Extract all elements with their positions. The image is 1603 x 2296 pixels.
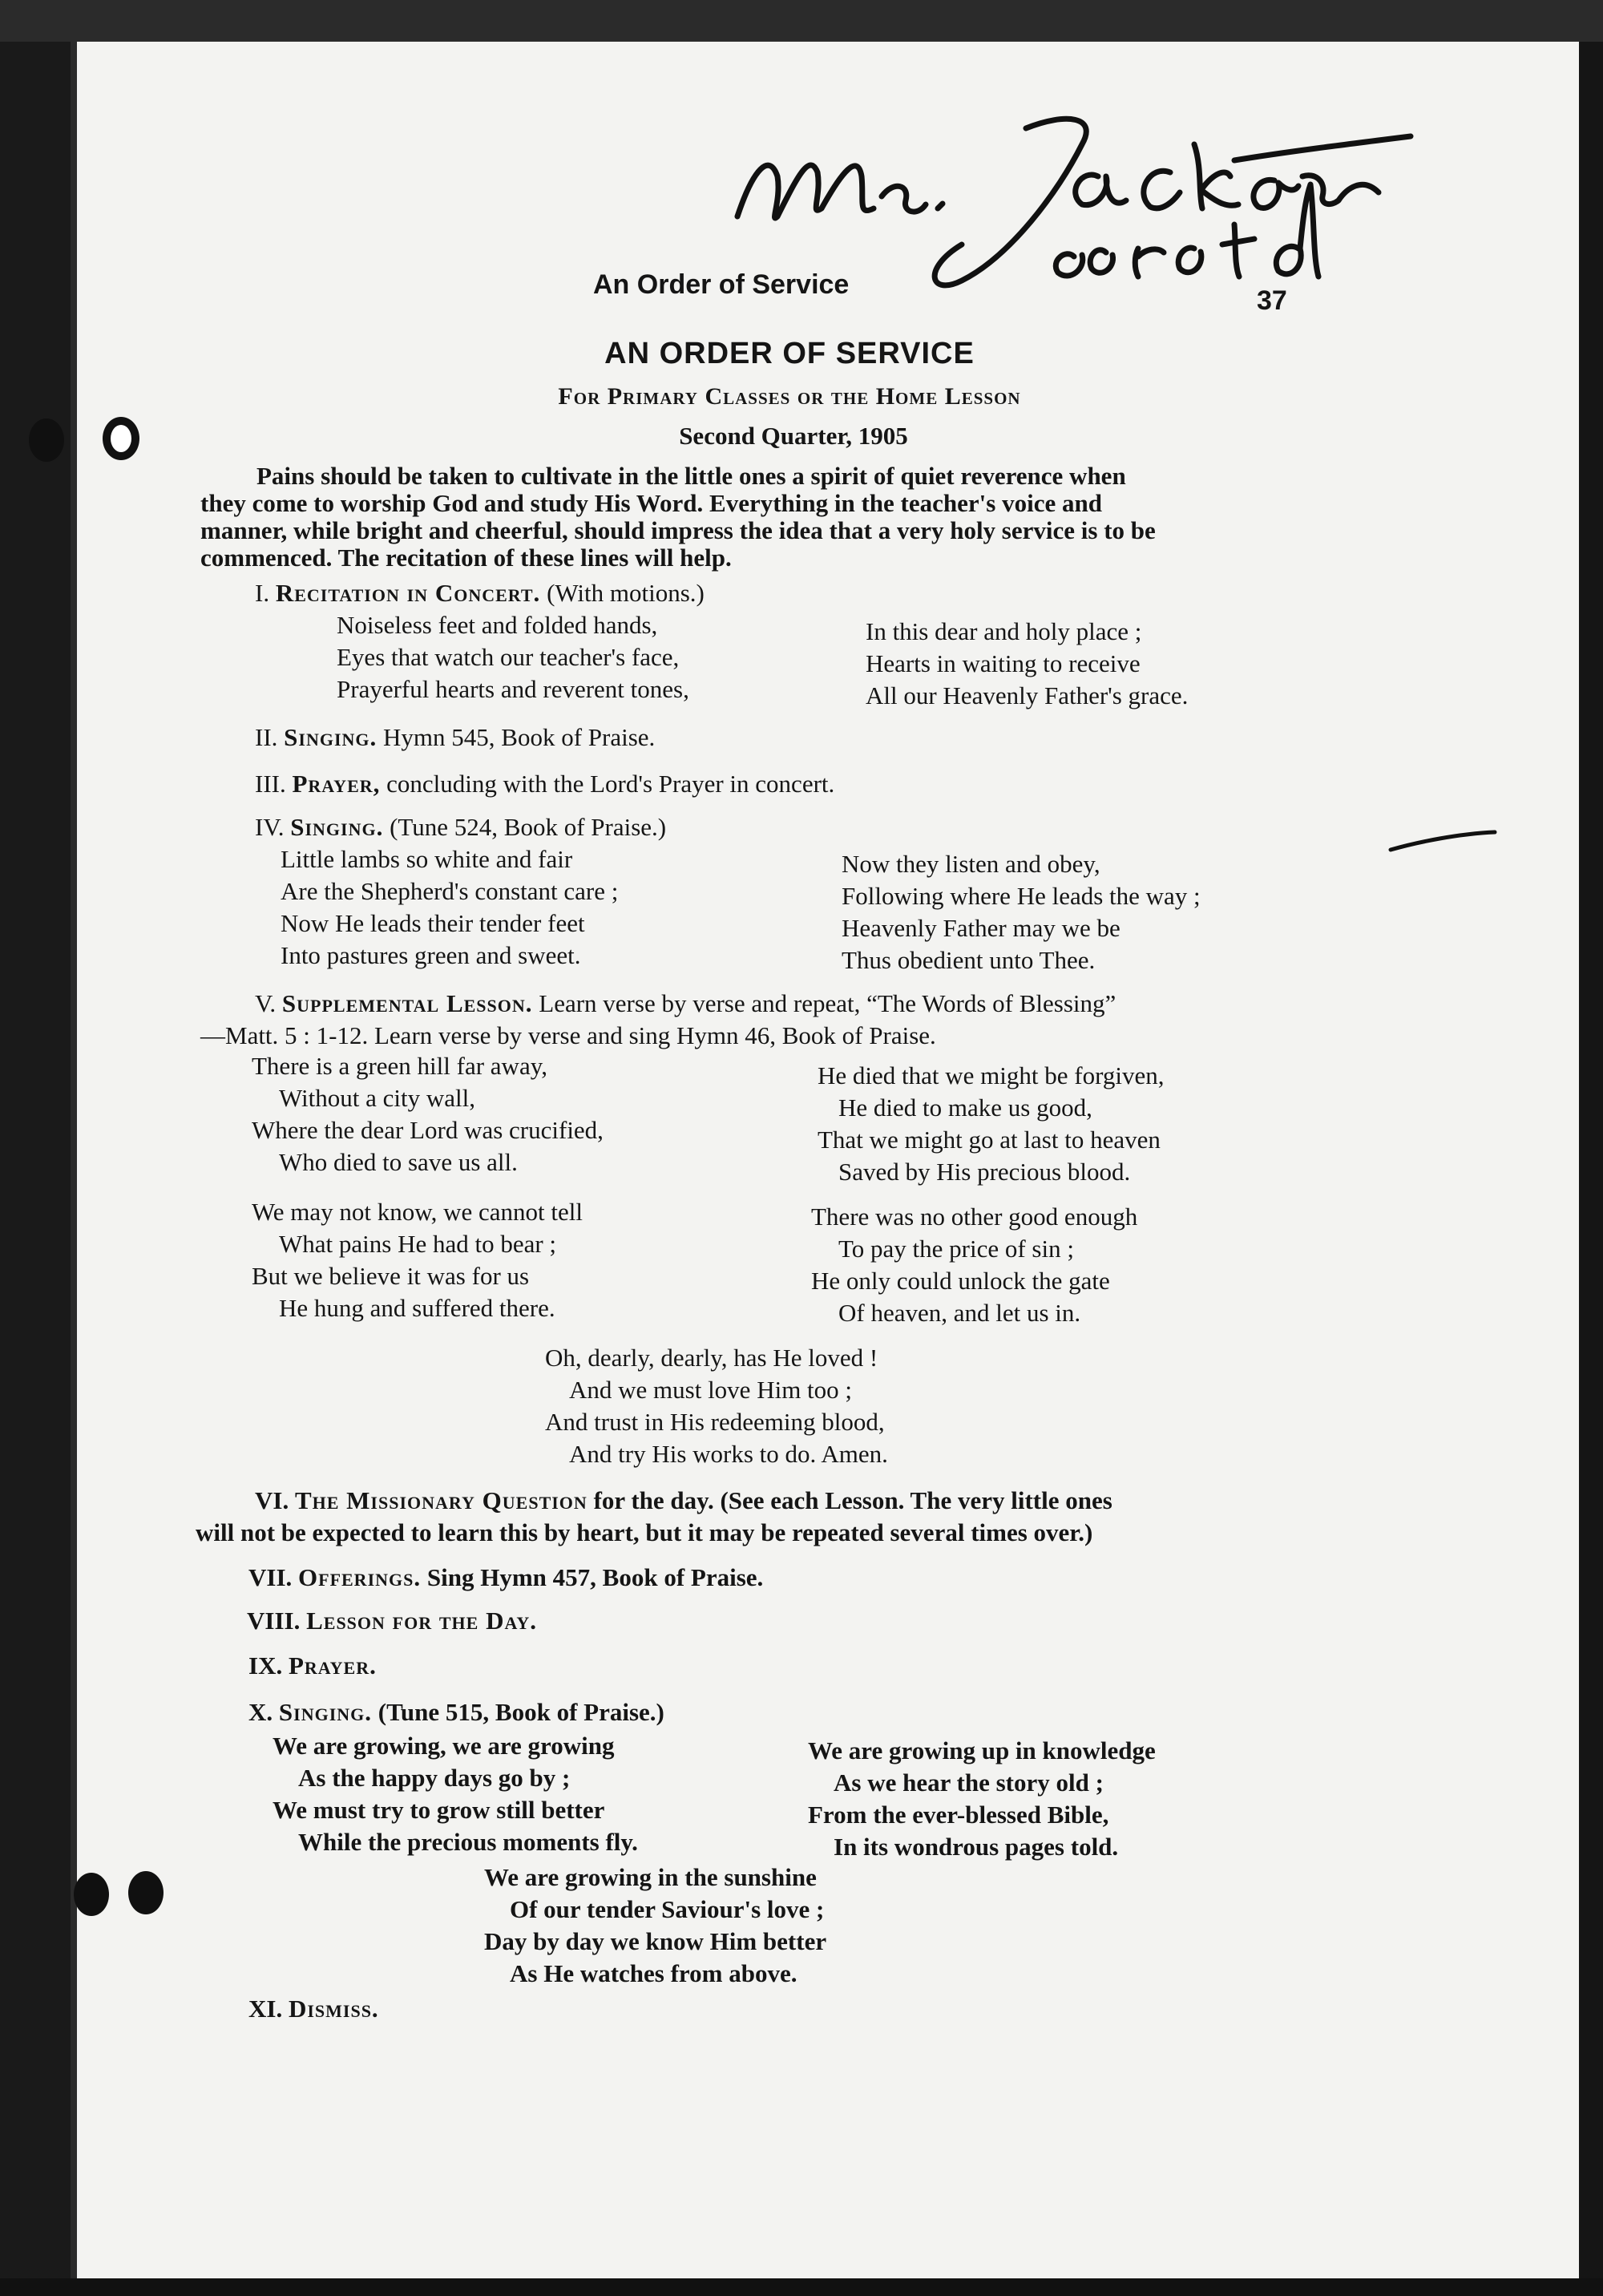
chorus-line: And we must love Him too ;	[569, 1376, 853, 1404]
verse-line: He died that we might be forgiven,	[818, 1061, 1165, 1089]
verse-line: Heavenly Father may we be	[842, 914, 1120, 942]
binder-hole-icon	[128, 1871, 164, 1914]
section-1-heading	[255, 579, 705, 608]
verse-line: Into pastures green and sweet.	[281, 941, 581, 969]
section-label: Prayer.	[288, 1651, 377, 1680]
page-spine-edge	[71, 42, 77, 2278]
verse-line: But we believe it was for us	[252, 1262, 530, 1290]
section-label: Lesson for the Day.	[306, 1607, 537, 1635]
chorus-line: And trust in His redeeming blood,	[545, 1408, 885, 1436]
verse-line: In its wondrous pages told.	[834, 1833, 1119, 1861]
scan-top-border	[0, 0, 1603, 42]
section-9-heading	[248, 1651, 377, 1680]
intro-line: they come to worship God and study His Word. Everything in the teacher's voice and	[200, 489, 1102, 517]
section-number: XI.	[248, 1995, 283, 2023]
section-number: X.	[248, 1698, 273, 1726]
section-5-line2: —Matt. 5 : 1-12. Learn verse by verse and sing Hymn 46, Book of Praise.	[200, 1021, 936, 1049]
verse-line: We must try to grow still better	[273, 1796, 605, 1824]
section-number: III.	[255, 770, 286, 798]
verse-line: Prayerful hearts and reverent tones,	[337, 675, 689, 703]
section-label: Dismiss.	[288, 1995, 379, 2023]
verse-line: What pains He had to bear ;	[279, 1230, 557, 1258]
section-8-heading	[247, 1607, 537, 1635]
section-text: concluding with the Lord's Prayer in concert.	[386, 770, 835, 798]
section-6-line2: will not be expected to learn this by heart, but it may be repeated several times over.)	[196, 1518, 1093, 1546]
section-text: Hymn 545, Book of Praise.	[383, 723, 656, 751]
verse-line: We may not know, we cannot tell	[252, 1198, 583, 1226]
section-3-heading	[255, 770, 834, 798]
binder-hole-icon	[74, 1873, 109, 1916]
intro-line: manner, while bright and cheerful, should impress the idea that a very holy service is to be	[200, 516, 1156, 544]
verse-line: We are growing up in knowledge	[808, 1736, 1156, 1764]
section-label: Supplemental Lesson.	[281, 989, 533, 1017]
verse-line: We are growing, we are growing	[273, 1732, 615, 1760]
verse-line: Now He leads their tender feet	[281, 909, 585, 937]
intro-line: Pains should be taken to cultivate in the little ones a spirit of quiet reverence when	[256, 462, 1126, 490]
verse-line: Of our tender Saviour's love ;	[510, 1895, 825, 1923]
verse-line: Thus obedient unto Thee.	[842, 946, 1096, 974]
section-6-heading	[255, 1486, 1112, 1515]
verse-line: As the happy days go by ;	[298, 1764, 571, 1792]
verse-line: As He watches from above.	[510, 1959, 797, 1987]
intro-line: commenced. The recitation of these lines will help.	[200, 544, 732, 572]
section-label: The Missionary Question	[294, 1486, 587, 1514]
section-number: V.	[255, 989, 277, 1017]
section-text: Sing Hymn 457, Book of Praise.	[426, 1563, 764, 1591]
section-label: Singing.	[284, 723, 378, 751]
verse-line: That we might go at last to heaven	[818, 1126, 1161, 1154]
verse-line: Without a city wall,	[279, 1084, 475, 1112]
section-label: Recitation in Concert.	[275, 579, 541, 607]
section-label: Singing.	[278, 1698, 373, 1726]
section-number: VII.	[248, 1563, 293, 1591]
verse-line: He hung and suffered there.	[279, 1294, 555, 1322]
page-subtitle: For Primary Classes or the Home Lesson	[558, 383, 1021, 410]
verse-line: While the precious moments fly.	[298, 1828, 638, 1856]
section-7-heading	[248, 1563, 763, 1592]
verse-line: Where the dear Lord was crucified,	[252, 1116, 604, 1144]
verse-line: Saved by His precious blood.	[838, 1158, 1131, 1186]
section-5-heading	[255, 989, 1116, 1018]
scan-bottom-border	[0, 2278, 1603, 2296]
verse-line: He only could unlock the gate	[811, 1267, 1110, 1295]
verse-line: There is a green hill far away,	[252, 1052, 547, 1080]
section-text: (Tune 515, Book of Praise.)	[378, 1698, 664, 1726]
verse-line: Day by day we know Him better	[484, 1927, 827, 1955]
verse-line: Now they listen and obey,	[842, 850, 1100, 878]
verse-line: Who died to save us all.	[279, 1148, 518, 1176]
verse-line: Noiseless feet and folded hands,	[337, 611, 658, 639]
section-11-heading	[248, 1995, 379, 2023]
section-text: Learn verse by verse and repeat, “The Words of Blessing”	[539, 989, 1116, 1017]
verse-line: Following where He leads the way ;	[842, 882, 1201, 910]
section-number: VI.	[255, 1486, 289, 1514]
pen-mark	[1387, 826, 1499, 858]
verse-line: To pay the price of sin ;	[838, 1235, 1074, 1263]
page-number: 37	[1257, 285, 1287, 316]
verse-line: Hearts in waiting to receive	[866, 649, 1141, 677]
verse-line: We are growing in the sunshine	[484, 1863, 817, 1891]
scan-right-border	[1579, 42, 1603, 2296]
chorus-line: And try His works to do. Amen.	[569, 1440, 888, 1468]
section-label: Singing.	[290, 813, 384, 841]
section-10-heading	[248, 1698, 664, 1727]
page-title: AN ORDER OF SERVICE	[604, 337, 975, 370]
section-text: for the day. (See each Lesson. The very little ones	[593, 1486, 1112, 1514]
verse-line: There was no other good enough	[811, 1203, 1138, 1231]
quarter-line: Second Quarter, 1905	[679, 422, 908, 450]
section-number: I.	[255, 579, 270, 607]
section-text: (With motions.)	[547, 579, 705, 607]
section-number: IV.	[255, 813, 285, 841]
section-number: IX.	[248, 1651, 283, 1680]
chorus-line: Oh, dearly, dearly, has He loved !	[545, 1344, 878, 1372]
verse-line: Little lambs so white and fair	[281, 845, 573, 873]
section-text: (Tune 524, Book of Praise.)	[390, 813, 667, 841]
verse-line: All our Heavenly Father's grace.	[866, 681, 1189, 709]
verse-line: In this dear and holy place ;	[866, 617, 1142, 645]
verse-line: From the ever-blessed Bible,	[808, 1801, 1109, 1829]
running-title: An Order of Service	[593, 269, 850, 300]
verse-line: He died to make us good,	[838, 1093, 1092, 1122]
verse-line: As we hear the story old ;	[834, 1768, 1104, 1797]
section-2-heading	[255, 723, 655, 752]
verse-line: Of heaven, and let us in.	[838, 1299, 1081, 1327]
section-number: VIII.	[247, 1607, 301, 1635]
section-label: Prayer,	[292, 770, 381, 798]
section-label: Offerings.	[298, 1563, 422, 1591]
section-number: II.	[255, 723, 278, 751]
verse-line: Eyes that watch our teacher's face,	[337, 643, 680, 671]
verse-line: Are the Shepherd's constant care ;	[281, 877, 619, 905]
section-4-heading	[255, 813, 666, 842]
